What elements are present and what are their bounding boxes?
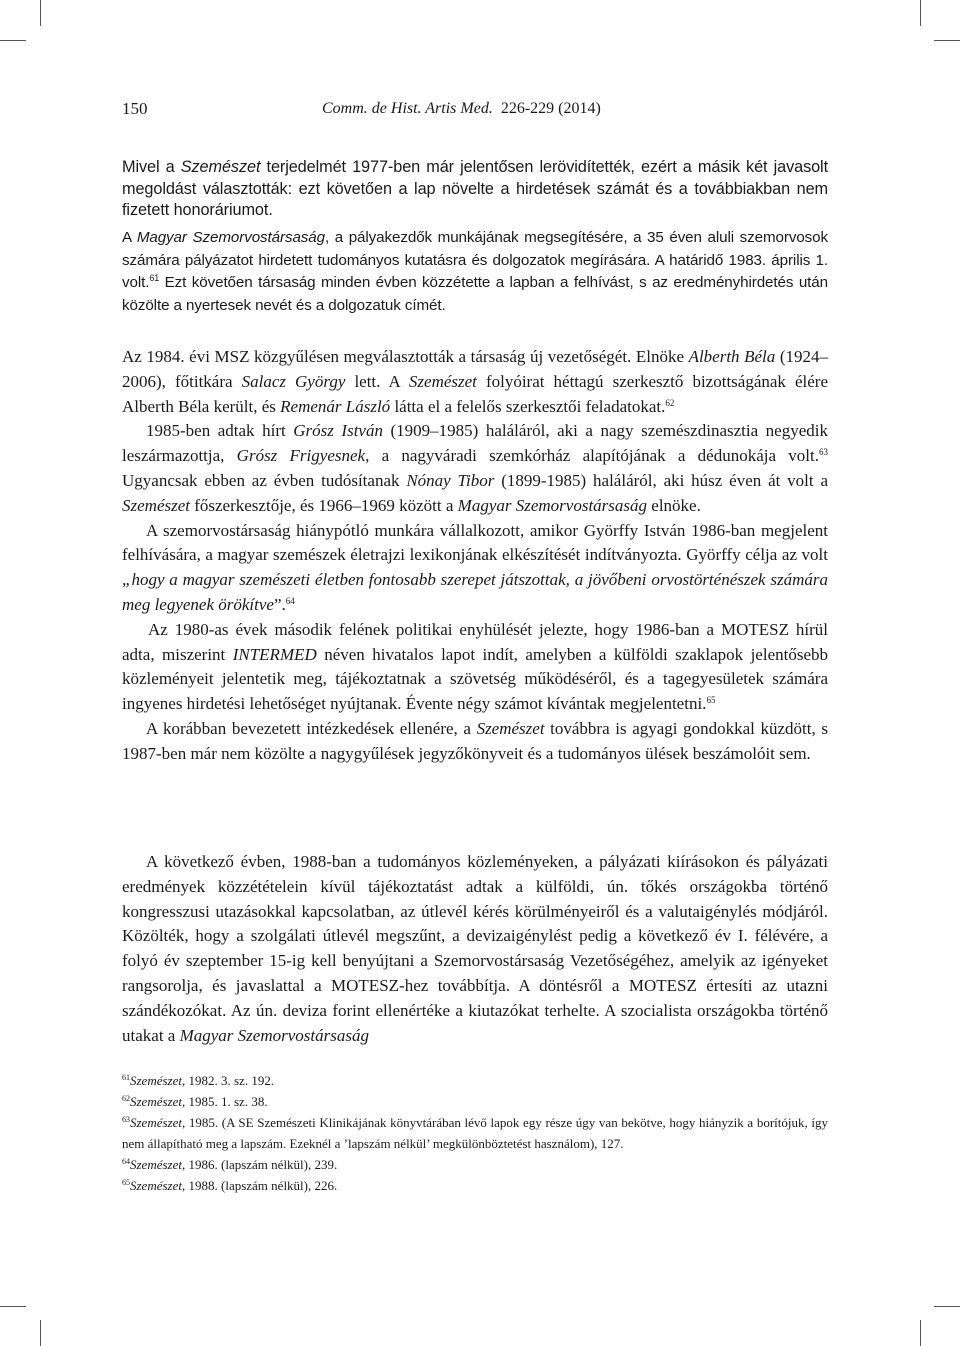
crop-mark bbox=[0, 40, 26, 41]
footnote-64: $^{64}$Szemészet, 1986. (lapszám nélkül), 239. bbox=[122, 1157, 338, 1172]
paragraph: Az 1984. évi MSZ közgyűlésen megválasztották a társaság új vezetőségét. Elnöke Alberth Béla (1924–2006), főtitkára Salacz György lett. A Szemészet folyóirat héttagú szerkesztő bizottságának élére Alberth Béla került, és Remenár László látta el a felelős szerkesztői feladatokat.$^{62}$ bbox=[122, 347, 828, 416]
footnote-65: $^{65}$Szemészet, 1988. (lapszám nélkül), 226. bbox=[122, 1178, 338, 1193]
footnote-63: $^{63}$Szemészet, 1985. (A SE Szemészeti Klinikájának könyvtárában lévő lapok egy része úgy van bekötve, hogy hiányzik a borítójuk, így nem állapítható meg a lapszám. Ezeknél a ’lapszám nélkül’ megkülönböztetést használom), 127. bbox=[122, 1115, 828, 1151]
journal-citation bbox=[322, 100, 601, 118]
journal-issue: 226-229 (2014) bbox=[500, 100, 601, 117]
footnote-ref: 65 bbox=[706, 695, 716, 706]
paragraph: Az 1980-as évek második felének politikai enyhülését jelezte, hogy 1986-ban a MOTESZ hírül adta, miszerint INTERMED néven hivatalos lapot indít, amelyben a külföldi szaklapok jelentősebb közleményeit jelentetik meg, tájékoztatnak a szövetség működéséről, és a tagegyesületek számára ingyenes hirdetési lehetőséget nyújtanak. Évente négy számot kívántak megjelentetni.$^{65}$ bbox=[122, 619, 828, 714]
footnote-ref: 61 bbox=[149, 273, 160, 283]
footnote-ref: 63 bbox=[819, 447, 828, 458]
paragraph: A következő évben, 1988-ban a tudományos közleményeken, a pályázati kiírásokon és pályázati eredmények közzétételein kívül tájékoztatást adtak a külföldi, ún. tőkés országokba történő kongresszusi utazásokkal kapcsolatban, az útlevél kérés körülményeiről és a valutaigénylés módjáról. Közölték, hogy a szolgálati útlevél megszűnt, a devizaigénylést pedig a következő év I. félévére, a folyó év szeptember 15-ig kell benyújtani a Szemorvostársaság Vezetőségéhez, amelyik az igényeket rangsorolja, és javaslattal a MOTESZ-hez továbbítja. A döntésről a MOTESZ értesíti az utazni szándékozókat. Az ún. deviza forint ellenértéke a kiutazókat terhelte. A szocialista országokba történő utakat a Magyar Szemorvostársaság bbox=[122, 852, 828, 1045]
text-block-intro bbox=[122, 157, 828, 222]
paragraph: 1985-ben adtak hírt Grósz István (1909–1985) haláláról, aki a nagy szemészdinasztia negyedik leszármazottja, Grósz Frigyesnek, a nagyváradi szemkórház alapítójának a dédunokája volt.$^{63}$ Ugyancsak ebben az évben tudósítanak Nónay Tibor (1899-1985) haláláról, aki húsz éven át volt a Szemészet főszerkesztője, és 1966–1969 között a Magyar Szemorvostársaság elnöke. bbox=[122, 421, 828, 515]
text-block-main bbox=[122, 345, 828, 767]
page-number: 150 bbox=[122, 99, 148, 118]
footnote-ref: 62 bbox=[665, 397, 675, 408]
paragraph: A korábban bevezetett intézkedések ellenére, a Szemészet továbbra is agyagi gondokkal küzdött, s 1987-ben már nem közölte a nagygyűlések jegyzőkönyveit és a tudományos ülések beszámolóit sem. bbox=[122, 718, 828, 763]
paragraph: A Magyar Szemorvostársaság, a pályakezdők munkájának megsegítésére, a 35 éven aluli szemorvosok számára pályázatot hirdetett tudományos kutatásra és dolgozatok megírására. A határidő 1983. április 1. volt.$^{61}$ Ezt követően társaság minden évben közzétette a lapban a felhívást, s az eredményhirdetés után közölte a nyertesek nevét és a dolgozatuk címét. bbox=[122, 229, 828, 314]
paragraph: Mivel a Szemészet terjedelmét 1977-ben már jelentősen lerövidítették, ezért a másik két javasolt megoldást választották: ezt követően a lap növelte a hirdetések számát és a továbbiakban nem fizetett honoráriumot. bbox=[122, 158, 829, 219]
journal-title: Comm. de Hist. Artis Med. bbox=[322, 100, 493, 117]
crop-mark bbox=[40, 0, 41, 26]
crop-mark bbox=[920, 1320, 921, 1346]
text-block-competition bbox=[122, 227, 828, 317]
crop-mark bbox=[0, 1306, 26, 1307]
crop-mark bbox=[920, 0, 921, 26]
running-header bbox=[122, 99, 842, 123]
crop-mark bbox=[934, 40, 960, 41]
footnote-ref: 64 bbox=[285, 595, 295, 606]
footnote-61: $^{61}$Szemészet, 1982. 3. sz. 192. bbox=[122, 1073, 275, 1088]
footnotes bbox=[122, 1070, 828, 1196]
crop-mark bbox=[40, 1320, 41, 1346]
footnote-62: $^{62}$Szemészet, 1985. 1. sz. 38. bbox=[122, 1094, 268, 1109]
paragraph: A szemorvostársaság hiánypótló munkára vállalkozott, amikor Györffy István 1986-ban megjelent felhívására, a magyar szemészek életrajzi lexikonjának elkészítését indítványozta. Györffy célja az volt „hogy a magyar szemészeti életben fontosabb szerepet játszottak, a jövőbeni orvostörténészek számára meg legyenek örökítve”.$^{64}$ bbox=[122, 520, 828, 614]
text-block-travel bbox=[122, 850, 828, 1048]
crop-mark bbox=[934, 1306, 960, 1307]
